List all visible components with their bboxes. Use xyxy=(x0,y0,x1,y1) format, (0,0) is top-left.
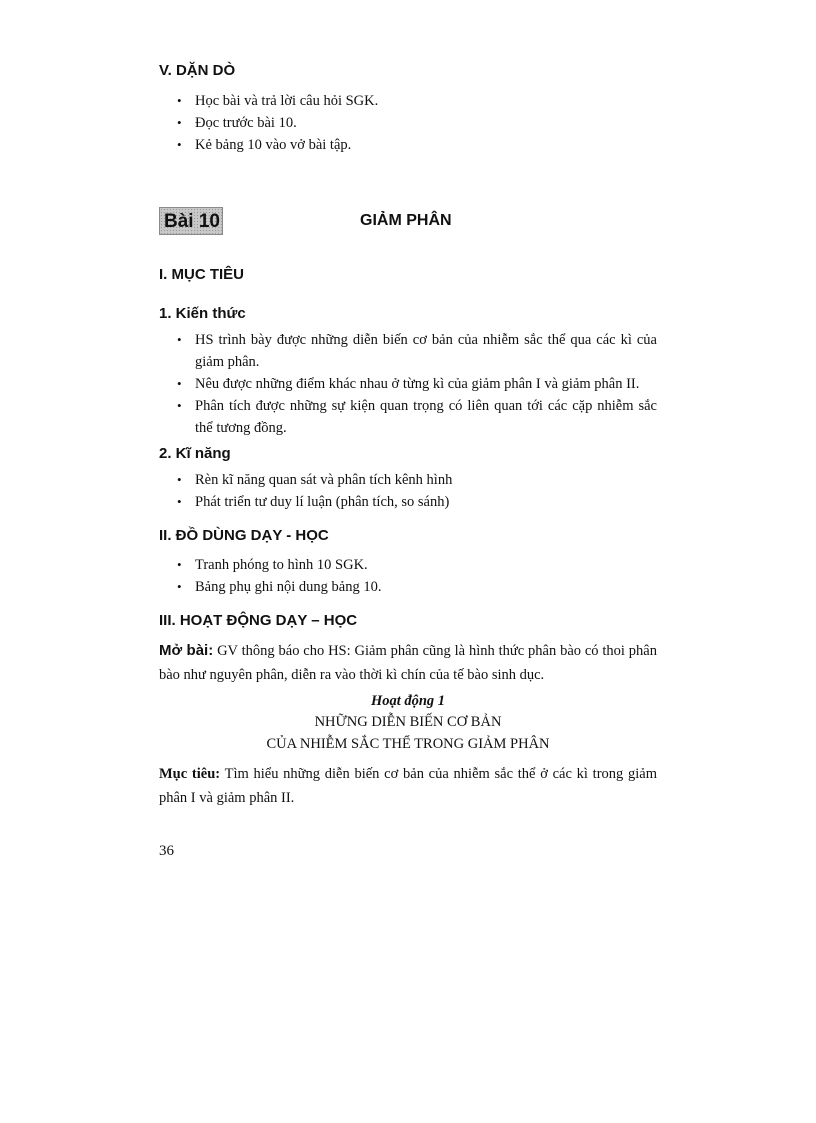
list-item: • Kẻ bảng 10 vào vở bài tập. xyxy=(0,134,657,156)
list-item: • Nêu được những điểm khác nhau ở từng kì của giảm phân I và giảm phân II. xyxy=(0,373,657,395)
section-ii-heading: II. ĐỒ DÙNG DẠY - HỌC xyxy=(159,527,329,544)
list-item: • Tranh phóng to hình 10 SGK. xyxy=(0,554,657,576)
objective-paragraph xyxy=(159,762,657,810)
intro-text: GV thông báo cho HS: Giảm phân cũng là hình thức phân bào có thoi phân bào như nguyên phân, diễn ra vào thời kì chín của tế bào sinh dục. xyxy=(159,643,657,683)
activity-title-line2: CỦA NHIỄM SẮC THỂ TRONG GIẢM PHÂN xyxy=(266,736,550,752)
skills-heading: 2. Kĩ năng xyxy=(159,445,231,462)
list-item: • HS trình bày được những diễn biến cơ bản của nhiễm sắc thể qua các kì của giảm phân. xyxy=(0,329,657,373)
knowledge-heading: 1. Kiến thức xyxy=(159,305,246,322)
skills-list xyxy=(0,469,816,513)
intro-label: Mở bài: xyxy=(159,642,214,659)
list-item: • Rèn kĩ năng quan sát và phân tích kênh hình xyxy=(0,469,657,491)
lesson-label: Bài 10 xyxy=(164,211,220,232)
activity-title-line1: NHỮNG DIỄN BIẾN CƠ BẢN xyxy=(314,714,502,730)
list-item: • Đọc trước bài 10. xyxy=(0,112,657,134)
knowledge-list xyxy=(0,329,816,439)
activity-label: Hoạt động 1 xyxy=(370,693,446,709)
list-item: • Bảng phụ ghi nội dung bảng 10. xyxy=(0,576,657,598)
page-number: 36 xyxy=(159,843,174,859)
section-v-list xyxy=(0,90,816,156)
objective-label: Mục tiêu: xyxy=(159,766,221,782)
list-item: • Học bài và trả lời câu hỏi SGK. xyxy=(0,90,657,112)
objective-text: Tìm hiểu những diễn biến cơ bản của nhiễm sắc thể ở các kì trong giảm phân I và giảm phân II. xyxy=(159,766,657,806)
list-item: • Phân tích được những sự kiện quan trọng có liên quan tới các cặp nhiễm sắc thể tương đồng. xyxy=(0,395,657,439)
section-v-heading: V. DẶN DÒ xyxy=(159,62,236,79)
lesson-badge xyxy=(159,207,223,235)
lesson-title: GIẢM PHÂN xyxy=(360,212,452,229)
section-ii-list xyxy=(0,554,816,598)
section-iii-heading: III. HOẠT ĐỘNG DẠY – HỌC xyxy=(159,612,358,629)
list-item: • Phát triển tư duy lí luận (phân tích, so sánh) xyxy=(0,491,657,513)
section-i-heading: I. MỤC TIÊU xyxy=(159,266,244,283)
intro-paragraph xyxy=(159,639,657,687)
